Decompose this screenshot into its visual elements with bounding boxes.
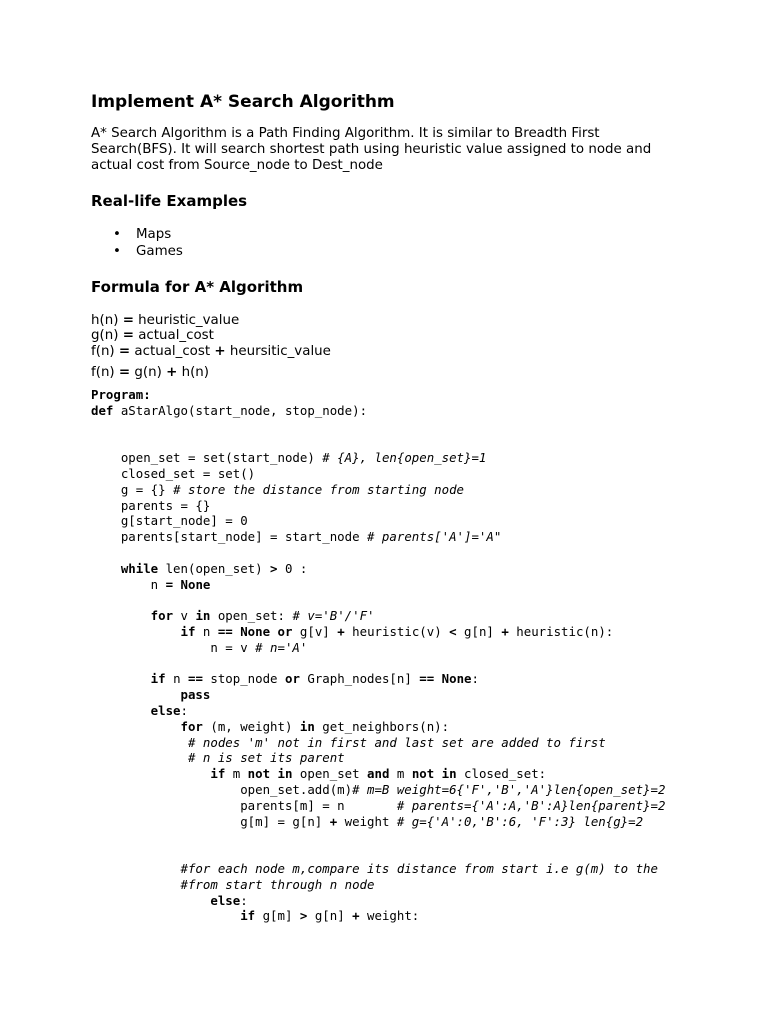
code-text: n	[91, 576, 166, 592]
formula-block	[91, 313, 331, 380]
code-text: n	[195, 623, 218, 639]
code-keyword: not in	[411, 766, 457, 782]
code-line	[91, 450, 665, 466]
code-line: parents = {}	[91, 497, 211, 513]
code-text: heuristic(v)	[344, 623, 450, 639]
code-comment: # parents['A']='A"	[367, 529, 502, 545]
code-keyword: not in	[247, 766, 293, 782]
code-keyword: if	[91, 908, 256, 924]
formula-text: actual_cost	[130, 343, 215, 359]
code-text: m	[389, 766, 412, 782]
formula-operator: +	[166, 364, 178, 380]
code-line-blank	[91, 656, 665, 672]
formula-operator: =	[118, 364, 131, 380]
code-line	[91, 529, 665, 545]
formula-operator: =	[122, 328, 134, 344]
code-comment: # g={'A':0,'B':6, 'F':3} len{g}=2	[396, 813, 644, 829]
code-comment: # {A}, len{open_set}=1	[322, 450, 487, 466]
formula-text: g(n)	[130, 364, 167, 380]
code-line	[91, 719, 665, 735]
code-line	[91, 782, 665, 798]
code-keyword: in	[195, 608, 211, 624]
formula-text: heursitic_value	[225, 343, 331, 359]
code-text: Graph_nodes[n]	[299, 671, 420, 687]
code-text	[173, 577, 180, 592]
code-text: closed_set:	[456, 766, 547, 782]
code-keyword: None	[180, 576, 211, 592]
formula-line-f-final	[91, 365, 331, 380]
code-line: closed_set = set()	[91, 465, 256, 481]
code-operator: >	[299, 908, 308, 924]
code-comment: # v='B'/'F'	[292, 608, 375, 624]
intro-line: A* Search Algorithm is a Path Finding Algorithm. It is similar to Breadth First	[91, 126, 600, 141]
code-line	[91, 608, 665, 624]
code-keyword: and	[367, 766, 390, 782]
code-line	[91, 577, 665, 593]
code-line-blank	[91, 545, 665, 561]
code-line	[91, 687, 665, 703]
list-item	[91, 244, 183, 261]
code-text: :	[240, 892, 248, 908]
code-keyword: in	[299, 718, 315, 734]
code-text: g[m] = g[n]	[91, 813, 330, 829]
intro-line: actual cost from Source_node to Dest_node	[91, 158, 383, 173]
code-keyword: while	[91, 560, 159, 576]
code-text: g[n]	[456, 623, 502, 639]
code-line	[91, 671, 665, 687]
code-comment: # parents={'A':A,'B':A}len{parent}=2	[396, 797, 666, 813]
code-text: open_set	[292, 766, 368, 782]
code-keyword: None	[441, 671, 472, 687]
code-keyword: pass	[91, 687, 211, 703]
code-line	[91, 561, 665, 577]
code-text: aStarAlgo(start_node, stop_node):	[113, 402, 368, 418]
formula-line-f	[91, 344, 331, 359]
code-keyword: else	[91, 892, 241, 908]
formula-line-g	[91, 328, 331, 343]
code-operator: +	[329, 813, 338, 829]
code-operator: +	[337, 623, 345, 639]
code-comment: # m=B weight=6{'F','B','A'}len{open_set}=2	[352, 781, 666, 797]
code-text: heuristic(n):	[508, 623, 614, 639]
code-keyword: or	[284, 671, 300, 687]
intro-paragraph	[91, 126, 691, 174]
code-line	[91, 798, 665, 814]
code-line	[91, 482, 665, 498]
code-comment: # nodes 'm' not in first and last set are added to first	[91, 734, 606, 750]
code-text: open_set:	[210, 608, 293, 624]
page-title: Implement A* Search Algorithm	[91, 92, 395, 112]
list-item-label: Maps	[136, 227, 172, 242]
code-line: g[start_node] = 0	[91, 513, 248, 529]
code-keyword: or	[277, 623, 293, 639]
code-comment: # n is set its parent	[91, 750, 345, 766]
code-line	[91, 624, 665, 640]
code-keyword: def	[91, 402, 114, 418]
code-line	[91, 908, 665, 924]
formula-text: f(n)	[91, 343, 119, 359]
code-text: (m, weight)	[202, 718, 300, 734]
code-comment: # store the distance from starting node	[173, 481, 464, 497]
code-keyword: if	[91, 671, 166, 687]
code-text: weight	[337, 813, 397, 829]
formula-text: h(n)	[91, 313, 123, 328]
code-keyword: if	[91, 623, 196, 639]
code-operator: =	[165, 576, 174, 592]
code-text: parents[m] = n	[91, 797, 397, 813]
code-text: g = {}	[91, 481, 174, 497]
list-item-label: Games	[136, 243, 183, 259]
code-operator: ==	[419, 671, 435, 687]
code-keyword: for	[91, 718, 203, 734]
code-comment: # n='A'	[255, 639, 308, 655]
code-line-blank	[91, 845, 665, 861]
code-line	[91, 750, 665, 766]
code-text: open_set.add(m)	[91, 781, 353, 797]
code-operator: ==	[217, 623, 233, 639]
code-keyword: for	[91, 608, 174, 624]
code-keyword: None	[240, 623, 271, 639]
code-line	[91, 893, 665, 909]
code-text: :	[180, 702, 188, 718]
code-block	[91, 387, 665, 924]
code-operator: +	[501, 623, 509, 639]
code-text: get_neighbors(n):	[314, 718, 450, 734]
code-line-blank	[91, 829, 665, 845]
code-text: g[n]	[307, 908, 353, 924]
formula-text: h(n)	[177, 364, 210, 380]
code-line-blank	[91, 434, 665, 450]
code-line	[91, 703, 665, 719]
code-keyword: if	[91, 766, 226, 782]
formula-operator: =	[122, 313, 134, 328]
code-text: :	[471, 671, 479, 687]
code-text: weight:	[359, 908, 420, 924]
bullet-icon: •	[113, 243, 121, 259]
code-line	[91, 735, 665, 751]
code-text: g[v]	[292, 623, 338, 639]
code-text	[434, 671, 441, 686]
formula-heading: Formula for A* Algorithm	[91, 278, 304, 296]
code-text: g[m]	[255, 908, 300, 924]
formula-operator: +	[214, 343, 226, 359]
code-line	[91, 877, 665, 893]
code-operator: >	[270, 560, 278, 576]
intro-line: Search(BFS). It will search shortest path using heuristic value assigned to node and	[91, 142, 652, 157]
list-item	[91, 227, 183, 244]
code-text: open_set = set(start_node)	[91, 450, 323, 466]
code-text: n = v	[91, 639, 256, 655]
code-comment: #for each node m,compare its distance from start i.e g(m) to the	[91, 860, 658, 876]
formula-line-h	[91, 313, 331, 328]
code-operator: ==	[188, 671, 203, 687]
code-text: stop_node	[202, 671, 285, 687]
code-line-blank	[91, 419, 665, 435]
code-text: m	[225, 766, 248, 782]
formula-text: g(n)	[91, 328, 123, 344]
code-comment: #from start through n node	[91, 876, 375, 892]
formula-text: f(n)	[91, 364, 119, 380]
examples-heading: Real-life Examples	[91, 192, 248, 210]
code-line	[91, 766, 665, 782]
code-line	[91, 861, 665, 877]
bullet-icon: •	[113, 227, 121, 242]
code-operator: <	[449, 623, 457, 639]
code-line-blank	[91, 592, 665, 608]
formula-operator: =	[118, 343, 131, 359]
examples-list	[91, 227, 183, 260]
code-keyword: else	[91, 702, 181, 718]
code-line	[91, 814, 665, 830]
code-line	[91, 403, 665, 419]
program-label: Program:	[91, 387, 151, 402]
code-text	[270, 624, 277, 639]
code-text: len(open_set)	[158, 560, 271, 576]
code-text: 0 :	[277, 560, 308, 576]
code-line	[91, 640, 665, 656]
formula-text: actual_cost	[133, 328, 214, 344]
code-text: n	[165, 671, 188, 687]
formula-text: heuristic_value	[133, 313, 240, 328]
code-operator: +	[352, 908, 360, 924]
code-text: parents[start_node] = start_node	[91, 529, 368, 545]
code-text: v	[173, 608, 196, 624]
